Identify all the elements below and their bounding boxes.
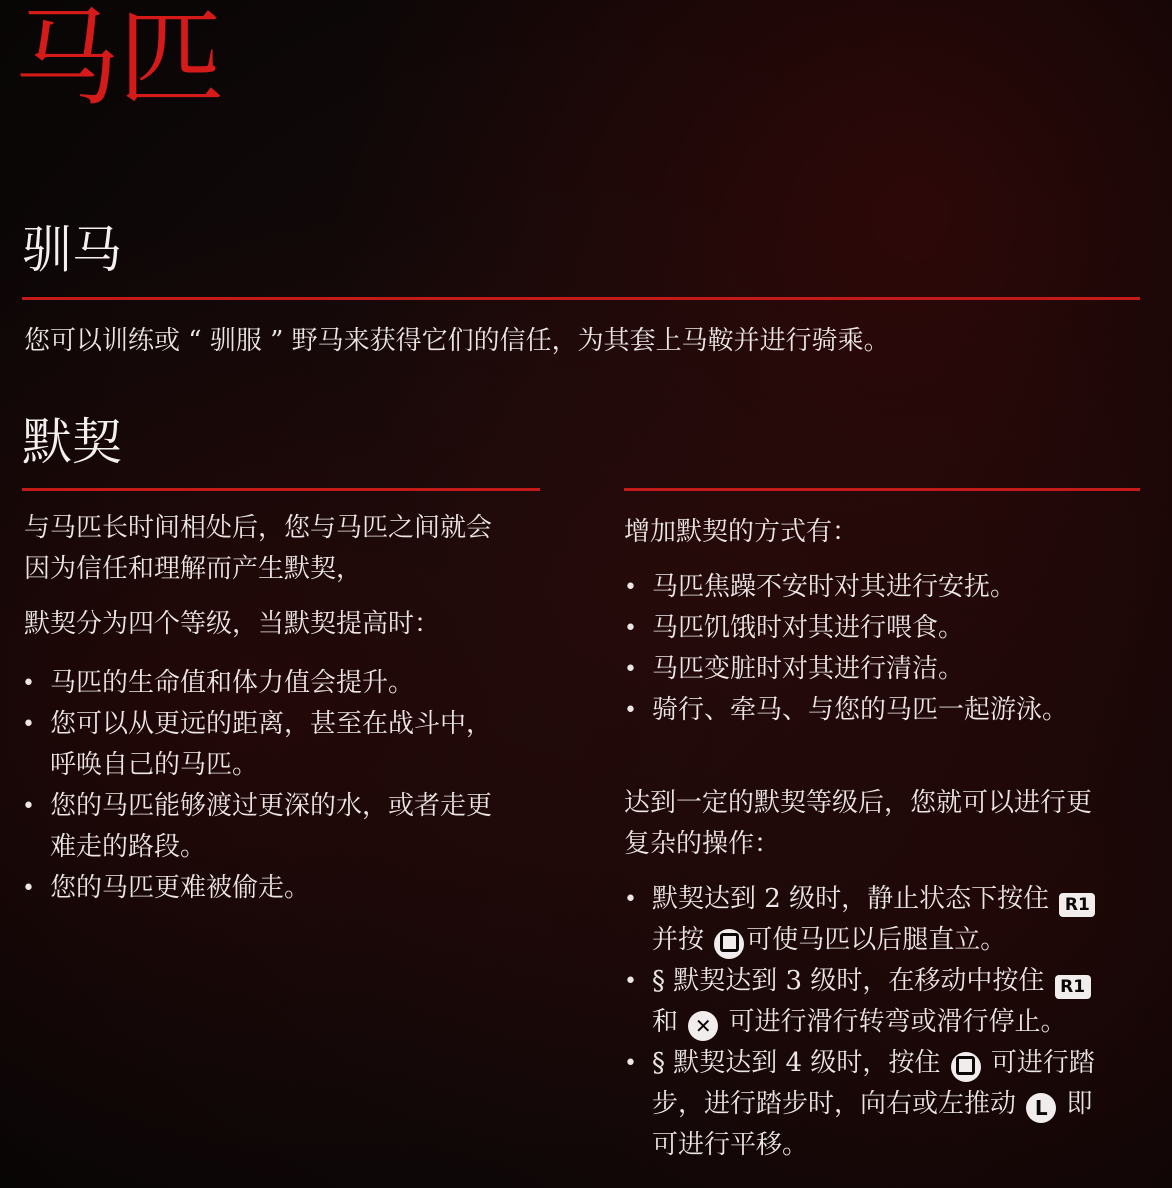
bonding-ways-list <box>624 567 1144 731</box>
list-item: • § 默契达到 3 级时，在移动中按住 R1 和 ✕ 可进行滑行转弯或滑行停止。 <box>624 961 1154 1043</box>
bonding-intro-line1: 与马匹长时间相处后，您与马匹之间就会 <box>24 513 493 543</box>
section-heading-taming: 驯马 <box>22 221 122 279</box>
section-divider <box>22 297 1140 300</box>
cross-button-icon: ✕ <box>688 1011 718 1041</box>
r1-button-icon: R1 <box>1059 893 1095 917</box>
advanced-moves-list <box>624 879 1154 1166</box>
list-item: • 马匹焦躁不安时对其进行安抚。 <box>624 572 1017 602</box>
section-divider-left <box>22 488 540 491</box>
bonding-benefits-list <box>22 663 542 909</box>
list-item: • 默契达到 2 级时，静止状态下按住 R1 并按 可使马匹以后腿直立。 <box>624 879 1154 961</box>
section-heading-bonding: 默契 <box>22 413 122 471</box>
l-stick-icon: L <box>1026 1093 1056 1123</box>
ways-intro: 增加默契的方式有： <box>624 517 859 547</box>
advanced-intro-line2: 复杂的操作： <box>624 829 781 859</box>
square-button-icon <box>714 929 744 959</box>
r1-button-icon: R1 <box>1055 975 1091 999</box>
list-item: • 您的马匹能够渡过更深的水，或者走更 难走的路段。 <box>22 791 493 862</box>
list-item: • 马匹变脏时对其进行清洁。 <box>624 654 965 684</box>
list-item: • § 默契达到 4 级时，按住 可进行踏 步，进行踏步时，向右或左推动 L 即 可进行平移。 <box>624 1048 1095 1160</box>
advanced-intro-line1: 达到一定的默契等级后，您就可以进行更 <box>624 788 1093 818</box>
bonding-levels-intro: 默契分为四个等级，当默契提高时： <box>24 609 441 639</box>
list-item: • 您的马匹更难被偷走。 <box>22 873 311 903</box>
page-title: 马匹 <box>14 0 222 120</box>
square-button-icon <box>951 1052 981 1082</box>
list-item: • 马匹饥饿时对其进行喂食。 <box>624 613 965 643</box>
list-item: • 骑行、牵马、与您的马匹一起游泳。 <box>624 695 1069 725</box>
section-divider-right <box>624 488 1140 491</box>
list-item: • 您可以从更远的距离，甚至在战斗中， 呼唤自己的马匹。 <box>22 709 493 780</box>
list-item: • 马匹的生命值和体力值会提升。 <box>22 668 415 698</box>
bonding-intro-line2: 因为信任和理解而产生默契， <box>24 554 363 584</box>
taming-description: 您可以训练或 “ 驯服 ” 野马来获得它们的信任，为其套上马鞍并进行骑乘。 <box>24 326 890 356</box>
